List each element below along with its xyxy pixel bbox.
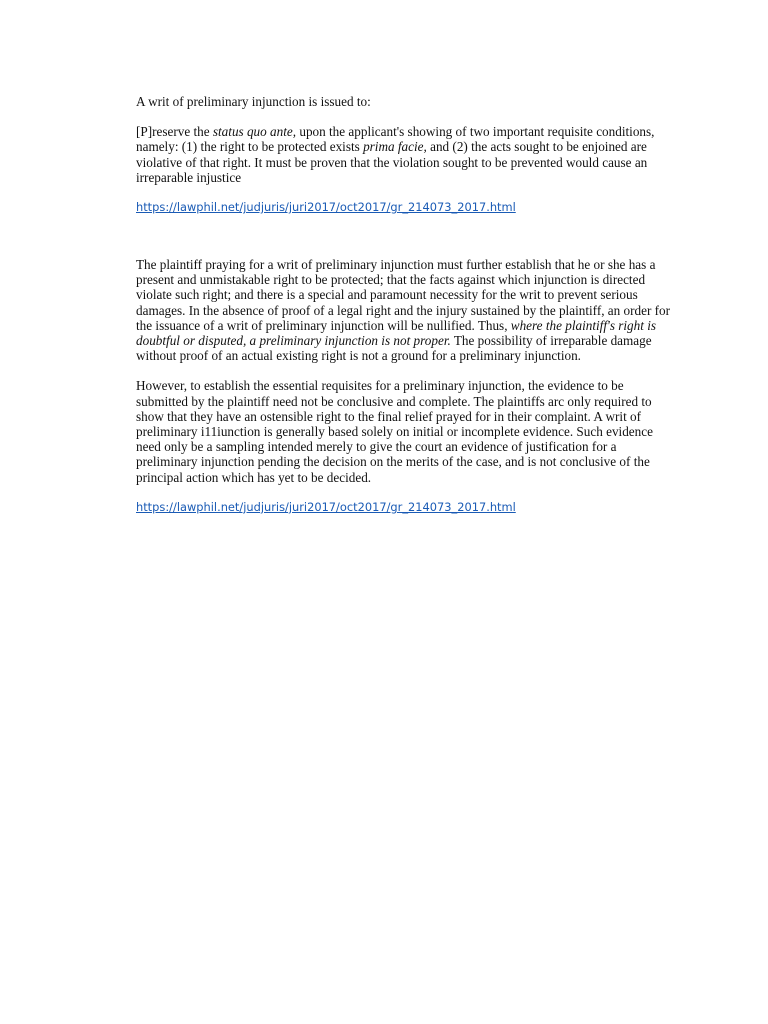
quote-italic-prima-facie: prima facie, <box>363 139 427 155</box>
plaintiff-paragraph <box>136 257 678 363</box>
source-link-2[interactable]: https://lawphil.net/judjuris/juri2017/oct2017/gr_214073_2017.html <box>136 499 516 514</box>
intro-paragraph: A writ of preliminary injunction is issued to: <box>136 94 371 109</box>
quote-text-3: and (2) the acts sought to be enjoined are violative of that right. It must be proven that the violation sought to be prevented would cause an irreparable injustice <box>136 139 648 185</box>
quote-italic-status-quo: status quo ante, <box>212 124 297 140</box>
evidence-paragraph: However, to establish the essential requisites for a preliminary injunction, the evidence to be submitted by the plaintiff need not be conclusive and complete. The plaintiffs arc only required to show that they have an ostensible right to the final relief prayed for in their complaint. A writ of preliminary i11iunction is generally based solely on initial or incomplete evidence. Such evidence need only be a sampling intended merely to give the court an evidence of justification for a preliminary injunction pending the decision on the merits of the case, and is not conclusive of the principal action which has yet to be decided. <box>136 378 653 485</box>
quote-paragraph <box>136 124 678 185</box>
plaintiff-text-2: The possibility of irreparable damage without proof of an actual existing right is not a ground for a preliminary injunction. <box>136 333 652 364</box>
plaintiff-text-1: The plaintiff praying for a writ of preliminary injunction must further establish that he or she has a present and unmistakable right to be protected; that the facts against which injunction is directed violate such right; and there is a special and paramount necessity for the writ to prevent serious damages. In the absence of proof of a legal right and the injury sustained by the plaintiff, an order for the issuance of a writ of preliminary injunction will be nullified. Thus, <box>136 257 671 333</box>
document-body <box>136 94 678 515</box>
plaintiff-italic: where the plaintiff's right is doubtful or disputed, a preliminary injunction is not proper. <box>136 317 656 349</box>
quote-text-1: [P]reserve the <box>136 124 213 140</box>
quote-text-2: upon the applicant's showing of two important requisite conditions, namely: (1) the right to be protected exists <box>136 124 655 155</box>
source-link-1[interactable]: https://lawphil.net/judjuris/juri2017/oct2017/gr_214073_2017.html <box>136 200 516 215</box>
